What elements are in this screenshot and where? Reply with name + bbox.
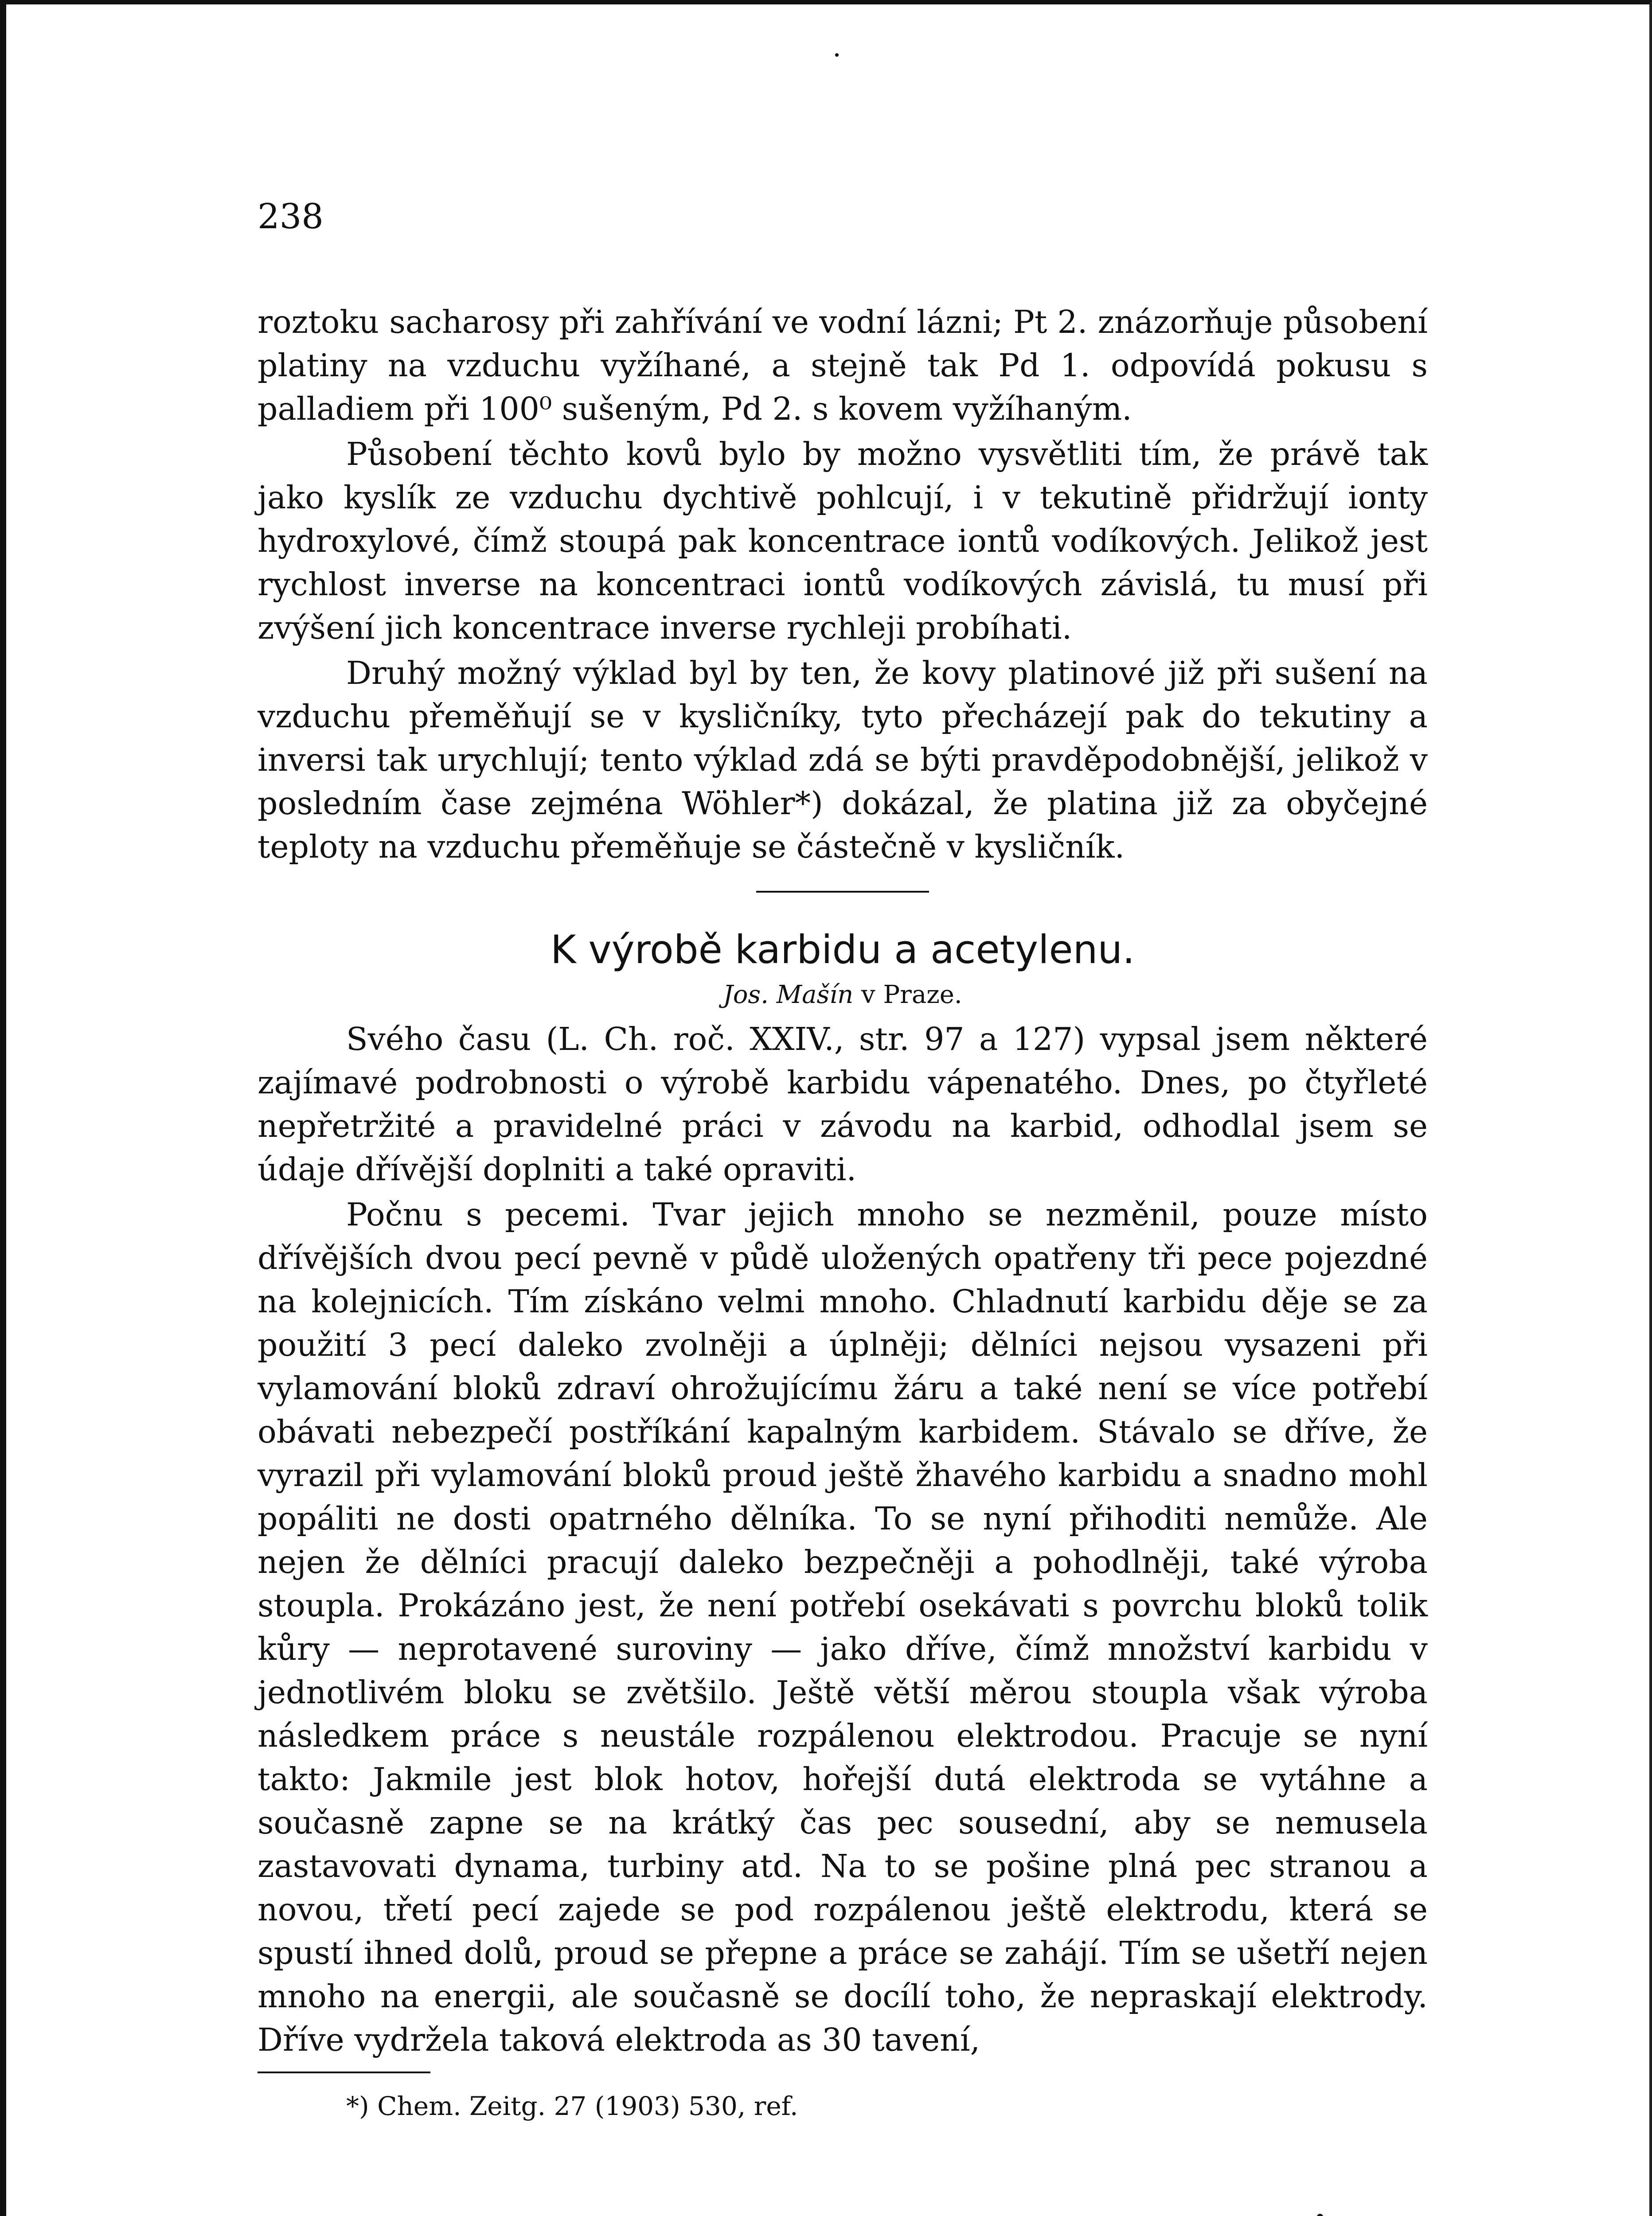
paragraph-sveho-casu: Svého času (L. Ch. roč. XXIV., str. 97 a 127) vypsal jsem některé zajímavé podrobnosti o výrobě karbidu vápenatého. Dnes, po čtyřleté nepřetržité a pravidelné práci v závodu na karbid, odhodlal jsem se údaje dřívější doplniti a také opraviti. <box>258 1021 1428 1188</box>
section-separator <box>756 891 929 893</box>
author-location: v Praze. <box>861 980 962 1010</box>
scan-speck <box>835 53 839 57</box>
paragraph-druhy-vyklad: Druhý možný výklad byl by ten, že kovy platinové již při sušení na vzduchu přeměňují se v kysličníky, tyto přecházejí pak do tekutiny a inversi tak urychlují; tento výklad zdá se býti pravděpodobnější, jelikož v posledním čase zejména Wöhler*) dokázal, že platina již za obyčejné teploty na vzduchu přeměňuje se částečně v kysličník. <box>258 655 1428 865</box>
article-title: K výrobě karbidu a acetylenu. <box>550 927 1135 972</box>
author-name: Jos. Mašín <box>723 980 854 1010</box>
page-content <box>258 199 1428 2122</box>
paragraph-roztoku: roztoku sacharosy při zahřívání ve vodní lázni; Pt 2. znázorňuje působení platiny na vzduchu vyžíhané, a stejně tak Pd 1. odpovídá pokusu s palladiem při 100⁰ sušeným, Pd 2. s kovem vyžíhaným. <box>258 304 1428 427</box>
scan-speck <box>1317 2214 1323 2216</box>
paragraph-pusobeni-kovu: Působení těchto kovů bylo by možno vysvětliti tím, že právě tak jako kyslík ze vzduchu dychtivě pohlcují, i v tekutině přidržují ionty hydroxylové, čímž stoupá pak koncentrace iontů vodíkových. Jelikož jest rychlost inverse na koncentraci iontů vodíkových závislá, tu musí při zvýšení jich koncentrace inverse rychleji probíhati. <box>258 436 1428 646</box>
page-number: 238 <box>258 197 324 237</box>
footnote-rule <box>258 2072 430 2073</box>
paragraph-pocnu-s-pecemi: Počnu s pecemi. Tvar jejich mnoho se nezměnil, pouze místo dřívějších dvou pecí pevně v půdě uložených opatřeny tři pece pojezdné na kolejnicích. Tím získáno velmi mnoho. Chladnutí karbidu děje se za použití 3 pecí daleko zvolněji a úplněji; dělníci nejsou vysazeni při vylamování bloků zdraví ohrožujícímu žáru a také není se více potřebí obávati nebezpečí postříkání kapalným karbidem. Stávalo se dříve, že vyrazil při vylamování bloků proud ještě žhavého karbidu a snadno mohl popáliti ne dosti opatrného dělníka. To se nyní přihoditi nemůže. Ale nejen že dělníci pracují daleko bezpečněji a pohodlněji, také výroba stoupla. Prokázáno jest, že není potřebí osekávati s povrchu bloků tolik kůry — neprotavené suroviny — jako dříve, čímž množství karbidu v jednotlivém bloku se zvětšilo. Ještě větší měrou stoupla však výroba následkem práce s neustále rozpálenou elektrodou. Pracuje se nyní takto: Jakmile jest blok hotov, hořejší dutá elektroda se vytáhne a současně zapne se na krátký čas pec sousední, aby se nemusela zastavovati dynama, turbiny atd. Na to se pošine plná pec stranou a novou, třetí pecí zajede se pod rozpálenou ještě elektrodu, která se spustí ihned dolů, proud se přepne a práce se zahájí. Tím se ušetří nejen mnoho na energii, ale současně se docílí toho, že nepraskají elektrody. Dříve vydržela taková elektroda as 30 tavení, <box>258 1196 1428 2059</box>
author-line <box>258 980 1428 1010</box>
footnote: *) Chem. Zeitg. 27 (1903) 530, ref. <box>346 2091 798 2122</box>
